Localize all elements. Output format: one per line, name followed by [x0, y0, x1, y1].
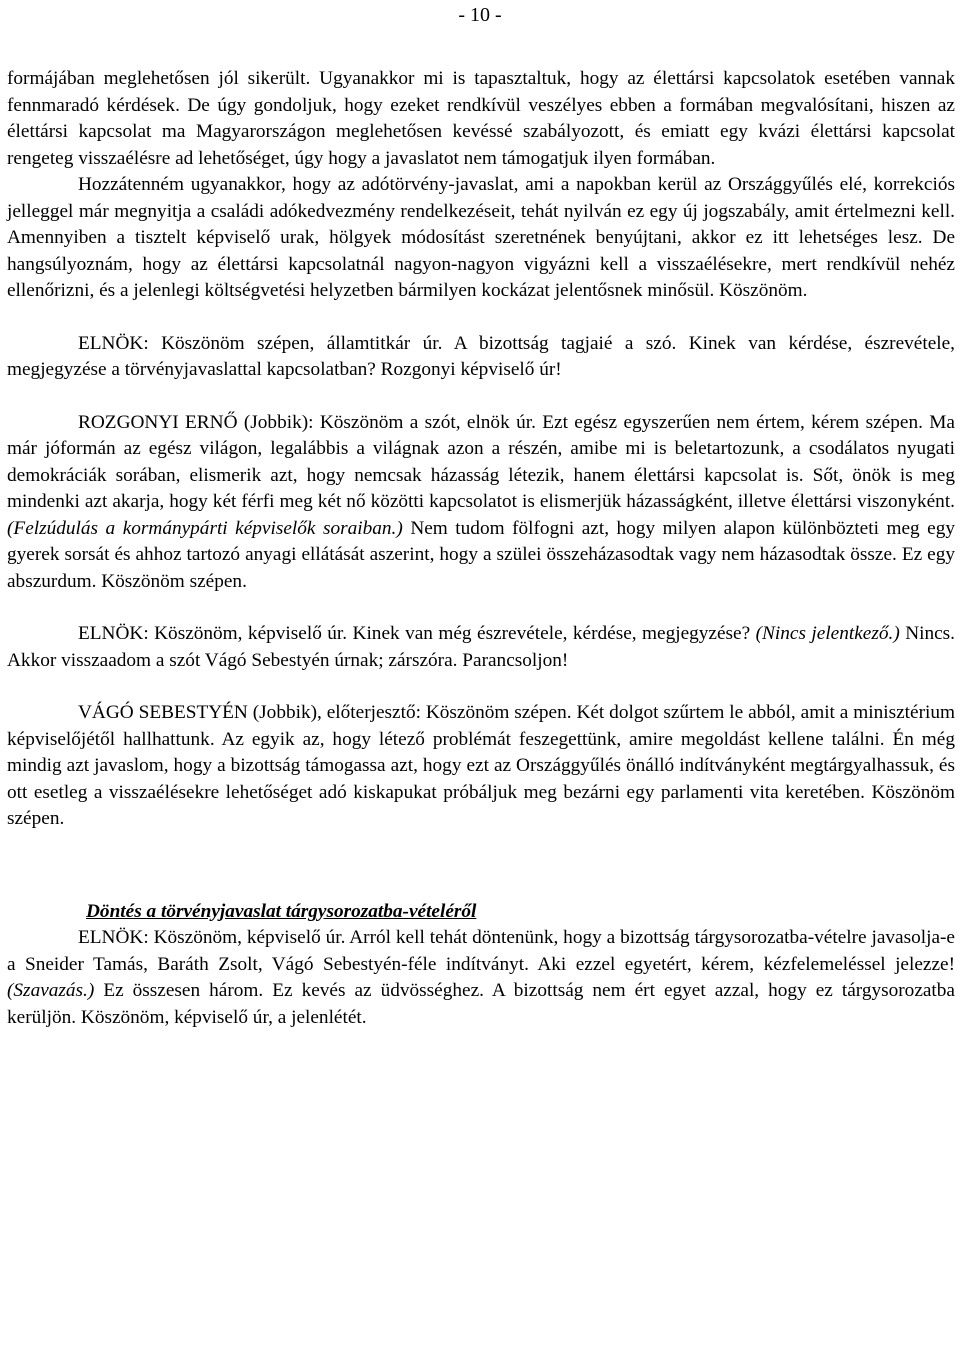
chair-2-text-2: Nincs. Akkor visszaadom a szót Vágó Sebestyén úrnak; zárszóra. Parancsoljon!	[7, 623, 956, 671]
paragraph-chair-2	[7, 621, 955, 674]
chair-3-text-1: ELNÖK: Köszönöm, képviselő úr. Arról kell tehát döntenünk, hogy a bizottság tárgysorozatba-vételre javasolja-e a Sneider Tamás, Baráth Zsolt, Vágó Sebestyén-féle indítványt. Aki ezzel egyetért, kérem, kézfelemeléssel jelezze!	[7, 927, 955, 975]
page-number: - 10 -	[458, 4, 502, 26]
rozgonyi-text-1: ROZGONYI ERNŐ (Jobbik): Köszönöm a szót, elnök úr. Ezt egész egyszerűen nem értem, kérem szépen. Ma már jóformán az egész világon, legalábbis a világnak azon a részén, amibe mi is beletartozunk, a csodálatos nyugati demokráciák sorában, elismerik azt, hogy nemcsak házasság létezik, hanem élettársi kapcsolat is. Sőt, önök is meg mindenki azt akarja, hogy két férfi meg két nő közötti kapcsolatot is elismerjük házasságként, illetve élettársi viszonyként.	[7, 411, 955, 512]
paragraph-rozgonyi	[7, 410, 955, 596]
spacer	[7, 305, 955, 331]
paragraph-chair-1: ELNÖK: Köszönöm szépen, államtitkár úr. A bizottság tagjaié a szó. Kinek van kérdése, észrevétele, megjegyzése a törvényjavaslattal kapcsolatban? Rozgonyi képviselő úr!	[7, 332, 955, 380]
spacer	[7, 833, 955, 873]
paragraph-continuation: formájában meglehetősen jól sikerült. Ugyanakkor mi is tapasztaltuk, hogy az élettársi kapcsolatok esetében vannak fennmaradó kérdések. De úgy gondoljuk, hogy ezeket rendkívül veszélyes ebben a formában megvalósítani, hiszen az élettársi kapcsolat ma Magyarországon meglehetősen kevéssé szabályozott, és emiatt egy kvázi élettársi kapcsolat rengeteg visszaélésre ad lehetőséget, úgy hogy a javaslatot nem támogatjuk ilyen formában.	[7, 68, 955, 169]
stage-direction-vote: (Szavazás.)	[7, 980, 95, 1001]
rozgonyi-text-2: Nem tudom fölfogni azt, hogy milyen alapon különbözteti meg egy gyerek sorsát és ahhoz tartozó anyagi ellátását aszerint, hogy a szülei összeházasodtak vagy nem házasodtak össze. Ez egy abszurdum. Köszönöm szépen.	[7, 517, 956, 592]
chair-2-text-1: ELNÖK: Köszönöm, képviselő úr. Kinek van még észrevétele, kérdése, megjegyzése?	[78, 623, 751, 644]
paragraph-state-secretary: Hozzátenném ugyanakkor, hogy az adótörvény-javaslat, ami a napokban kerül az Országgyűlés elé, korrekciós jelleggel már megnyitja a családi adókedvezmény rendelkezéseit, tehát nyilván ez egy új jogszabály, amit értelmezni kell. Amennyiben a tisztelt képviselő urak, hölgyek módosítást szeretnének benyújtani, akkor ez itt lehetséges lesz. De hangsúlyoznám, hogy az élettársi kapcsolatnál nagyon-nagyon vigyázni kell a visszaélésekre, mert rendkívül nehéz ellenőrizni, és a jelenlegi költségvetési helyzetben bármilyen kockázat jelentősnek minősül. Köszönöm.	[7, 174, 955, 301]
chair-3-text-2: Ez összesen három. Ez kevés az üdvösséghez. A bizottság nem ért egyet azzal, hogy ez tárgysorozatba kerüljön. Köszönöm, képviselő úr, a jelenlétét.	[7, 980, 955, 1028]
spacer	[7, 873, 955, 899]
spacer	[7, 384, 955, 410]
stage-direction-uproar: (Felzúdulás a kormánypárti képviselők soraiban.)	[7, 517, 403, 539]
paragraph-chair-3	[7, 925, 955, 1031]
document-body	[7, 66, 955, 1031]
section-heading: Döntés a törvényjavaslat tárgysorozatba-vételéről	[86, 900, 477, 922]
spacer	[7, 595, 955, 621]
stage-direction-no-speaker: (Nincs jelentkező.)	[755, 623, 900, 644]
spacer	[7, 674, 955, 700]
paragraph-vago: VÁGÓ SEBESTYÉN (Jobbik), előterjesztő: Köszönöm szépen. Két dolgot szűrtem le abból, amit a minisztérium képviselőjétől hallhattunk. Az egyik az, hogy létező problémát feszegettünk, amire megoldást kellene találni. Én még mindig azt javaslom, hogy a bizottság támogassa azt, hogy ezt az Országgyűlés önálló indítványként megtárgyalhassuk, és ott esetleg a visszaélésekre lehetőséget adó kiskapukat próbáljuk meg bezárni egy parlamenti vita keretében. Köszönöm szépen.	[7, 702, 955, 829]
